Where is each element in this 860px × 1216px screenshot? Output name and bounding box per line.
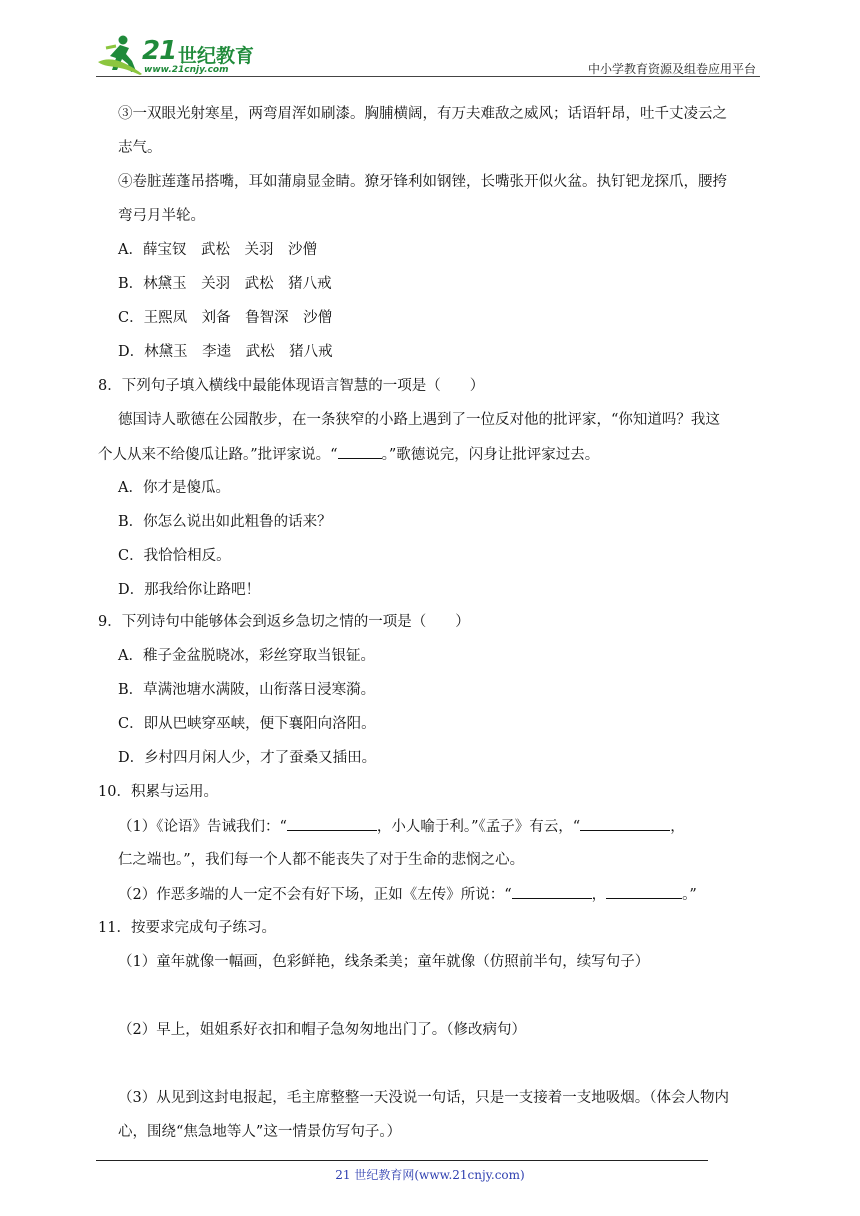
question-9: 9．下列诗句中能够体会到返乡急切之情的一项是（ ） (98, 614, 470, 630)
q8-passage-2b: 。”歌德说完，闪身让批评家过去。 (381, 447, 600, 463)
q10-blank-3[interactable] (512, 884, 592, 899)
q8-choice-d[interactable]: D．那我给你让路吧！ (118, 582, 261, 598)
q7-choice-b[interactable]: B．林黛玉 关羽 武松 猪八戒 (118, 276, 332, 292)
option-line-3-cont: 志气。 (118, 140, 162, 156)
q10-blank-4[interactable] (606, 884, 682, 899)
q8-passage-2a: 个人从来不给傻瓜让路。”批评家说。“ (98, 447, 338, 463)
q8-choice-c[interactable]: C．我恰恰相反。 (118, 548, 231, 564)
option-line-4: ④卷脏莲蓬吊搭嘴，耳如蒲扇显金睛。獠牙锋利如钢锉，长嘴张开似火盆。执钉钯龙探爪，腰挎 (118, 174, 727, 190)
q9-choice-a[interactable]: A．稚子金盆脱晓冰，彩丝穿取当银钲。 (118, 648, 375, 664)
page-header (96, 32, 760, 78)
q8-passage-2 (98, 444, 599, 465)
q10-part-1 (118, 816, 685, 837)
footer-text: 21 世纪教育网(www.21cnjy.com) (335, 1168, 525, 1182)
q10-1-text-c: ， (670, 819, 685, 835)
platform-title: 中小学教育资源及组卷应用平台 (587, 62, 756, 76)
q10-1-text-b: ，小人喻于利。”《孟子》有云，“ (376, 819, 581, 835)
q10-2-text-a: （2）作恶多端的人一定不会有好下场，正如《左传》所说：“ (118, 887, 512, 903)
q10-blank-1[interactable] (287, 816, 377, 831)
runner-logo-icon (96, 34, 144, 76)
option-line-4-cont: 弯弓月半轮。 (118, 208, 205, 224)
q9-choice-b[interactable]: B．草满池塘水满陂，山衔落日浸寒漪。 (118, 682, 376, 698)
q8-passage-1: 德国诗人歌德在公园散步，在一条狭窄的小路上遇到了一位反对他的批评家，“你知道吗？我这 (118, 412, 720, 428)
logo (96, 32, 276, 78)
q7-choice-a[interactable]: A．薛宝钗 武松 关羽 沙僧 (118, 242, 317, 258)
q11-part-1: （1）童年就像一幅画，色彩鲜艳，线条柔美；童年就像（仿照前半句，续写句子） (118, 954, 650, 970)
question-11: 11．按要求完成句子练习。 (98, 920, 276, 936)
logo-url: www.21cnjy.com (144, 65, 229, 75)
q8-answer-blank[interactable] (338, 444, 382, 459)
q10-2-text-b: ， (591, 887, 607, 903)
q8-choice-a[interactable]: A．你才是傻瓜。 (118, 480, 230, 496)
q7-choice-c[interactable]: C．王熙凤 刘备 鲁智深 沙僧 (118, 310, 333, 326)
header-divider (96, 76, 760, 77)
question-8: 8．下列句子填入横线中最能体现语言智慧的一项是（ ） (98, 378, 485, 394)
option-line-3: ③一双眼光射寒星，两弯眉浑如刷漆。胸脯横阔，有万夫难敌之威风；话语轩昂，吐千丈凌云之 (118, 106, 727, 122)
q11-part-3-cont: 心，围绕“焦急地等人”这一情景仿写句子。） (118, 1124, 402, 1140)
q10-part-2 (118, 884, 697, 905)
footer-divider (96, 1160, 708, 1161)
q10-1-text-a: （1）《论语》告诫我们：“ (118, 819, 287, 835)
q10-2-text-c: 。” (682, 887, 697, 903)
q11-part-2: （2）早上，姐姐系好衣扣和帽子急匆匆地出门了。（修改病句） (118, 1022, 526, 1038)
q8-choice-b[interactable]: B．你怎么说出如此粗鲁的话来？ (118, 514, 332, 530)
logo-name: 世纪教育 (178, 45, 255, 67)
q10-part-1-cont: 仁之端也。”，我们每一个人都不能丧失了对于生命的悲悯之心。 (118, 852, 525, 868)
q10-blank-2[interactable] (580, 816, 670, 831)
q7-choice-d[interactable]: D．林黛玉 李逵 武松 猪八戒 (118, 344, 333, 360)
q11-part-3: （3）从见到这封电报起，毛主席整整一天没说一句话，只是一支接着一支地吸烟。（体会人物内 (118, 1090, 729, 1106)
q9-choice-c[interactable]: C．即从巴峡穿巫峡，便下襄阳向洛阳。 (118, 716, 376, 732)
logo-number: 21 (142, 36, 177, 66)
q9-choice-d[interactable]: D．乡村四月闲人少，才了蚕桑又插田。 (118, 750, 377, 766)
question-10: 10．积累与运用。 (98, 784, 218, 800)
